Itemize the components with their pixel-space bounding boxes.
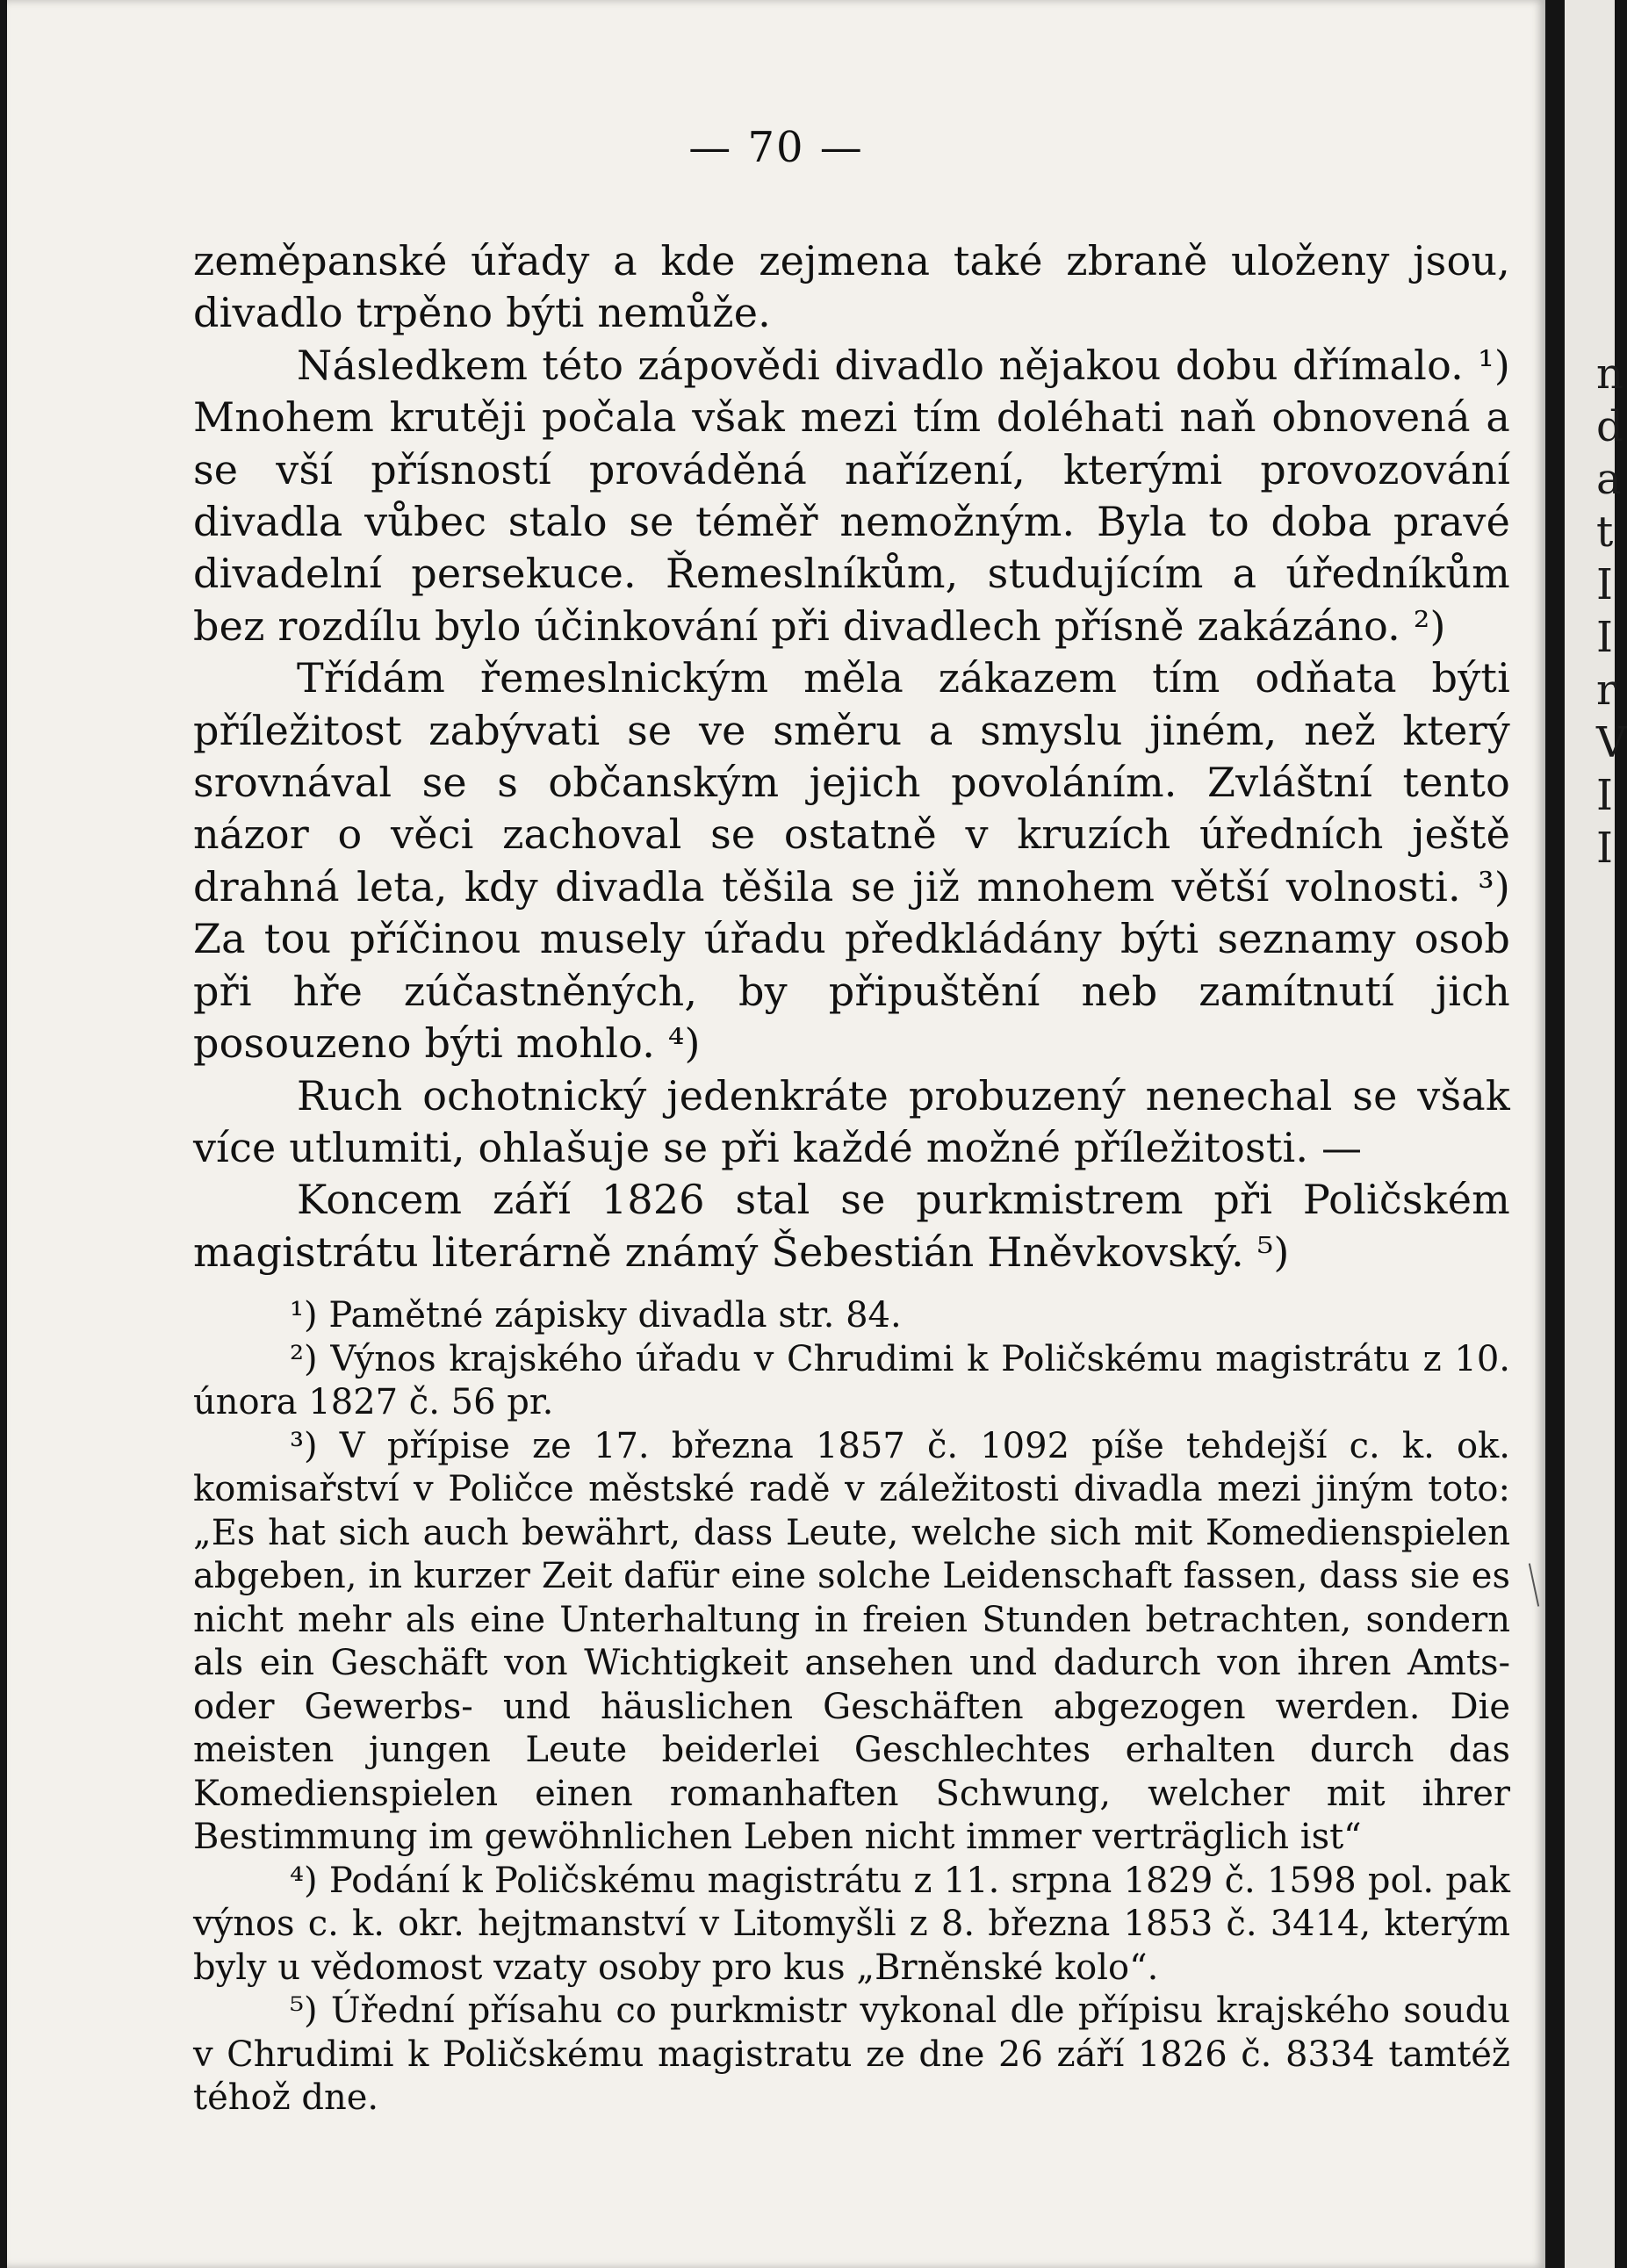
- page-edge-fragment: I: [1596, 771, 1613, 820]
- page-edge-fragment: V: [1596, 718, 1627, 767]
- footnote: ³) V přípise ze 17. března 1857 č. 1092 píše tehdejší c. k. ok. komisařství v Poličce městské radě v záležitosti divadla mezi jiným toto: „Es hat sich auch bewährt, dass Leute, welche sich mit Komedienspielen abgeben, in kurzer Zeit dafür eine solche Leidenschaft fassen, dass sie es nicht mehr als eine Unterhaltung in freien Stunden betrachten, sondern als ein Geschäft von Wichtigkeit ansehen und dadurch von ihren Amts- oder Gewerbs- und häuslichen Geschäften abgezogen werden. Die meisten jungen Leute beiderlei Geschlechtes erhalten durch das Komedienspielen einen romanhaften Schwung, welcher mit ihrer Bestimmung im gewöhnlichen Leben nicht immer verträglich ist“: [193, 1425, 1510, 1858]
- page-edge-fragment: a: [1596, 455, 1622, 504]
- paragraph: Třídám řemeslnickým měla zákazem tím odňata býti příležitost zabývati se ve směru a smyslu jiném, než který srovnával se s občanským jejich povoláním. Zvláštní tento názor o věci zachoval se ostatně v kruzích úředních ještě drahná leta, kdy divadla těšila se již mnohem větší volnosti. ³) Za tou příčinou musely úřadu předkládány býti seznamy osob při hře zúčastněných, by připuštění neb zamítnutí jich posouzeno býti mohlo. ⁴): [193, 654, 1510, 1068]
- page-edge-fragment: I: [1596, 824, 1613, 873]
- page-edge-fragment: n: [1596, 349, 1623, 399]
- footnote: ⁵) Úřední přísahu co purkmistr vykonal dle přípisu krajského soudu v Chrudimi k Poličskému magistratu ze dne 26 září 1826 č. 8334 tamtéž téhož dne.: [193, 1991, 1510, 2119]
- page-edge-fragment: d: [1596, 402, 1623, 451]
- footnote: ¹) Pamětné zápisky divadla str. 84.: [290, 1295, 902, 1336]
- paragraph: zeměpanské úřady a kde zejmena také zbraně uloženy jsou, divadlo trpěno býti nemůže.: [193, 237, 1510, 337]
- paragraph: Následkem této zápovědi divadlo nějakou dobu dřímalo. ¹) Mnohem krutěji počala však mezi tím doléhati naň obnovená a se vší přísností prováděná nařízení, kterými provozování divadla vůbec stalo se téměř nemožným. Byla to doba pravé divadelní persekuce. Řemeslníkům, studujícím a úředníkům bez rozdílu bylo účinkování při divadlech přísně zakázáno. ²): [193, 341, 1510, 650]
- footnote: ⁴) Podání k Poličskému magistrátu z 11. srpna 1829 č. 1598 pol. pak výnos c. k. okr. hejtmanství v Litomyšli z 8. března 1853 č. 3414, kterým byly u vědomost vzaty osoby pro kus „Brněnské kolo“.: [193, 1860, 1510, 1988]
- paragraph: Ruch ochotnický jedenkráte probuzený nenechal se však více utlumiti, ohlašuje se při každé možné příležitosti. —: [193, 1071, 1510, 1171]
- book-page: [7, 0, 1545, 2268]
- page-edge-fragment: t: [1596, 508, 1614, 557]
- paragraph: Koncem září 1826 stal se purkmistrem při Poličském magistrátu literárně známý Šebestián Hněvkovský. ⁵): [193, 1176, 1510, 1276]
- page-edge-fragment: I: [1596, 560, 1613, 609]
- adjacent-page-edge: [1565, 0, 1627, 2268]
- scan-mark: [1529, 1563, 1539, 1606]
- page-text: [193, 235, 1510, 2120]
- footnote: ²) Výnos krajského úřadu v Chrudimi k Poličskému magistrátu z 10. února 1827 č. 56 pr.: [193, 1338, 1510, 1423]
- footnotes: [193, 1294, 1510, 2120]
- page-number: — 70 —: [688, 123, 864, 172]
- page-edge-fragment: r: [1596, 666, 1616, 715]
- page-edge-fragment: I: [1596, 613, 1613, 662]
- main-text: [193, 235, 1510, 1278]
